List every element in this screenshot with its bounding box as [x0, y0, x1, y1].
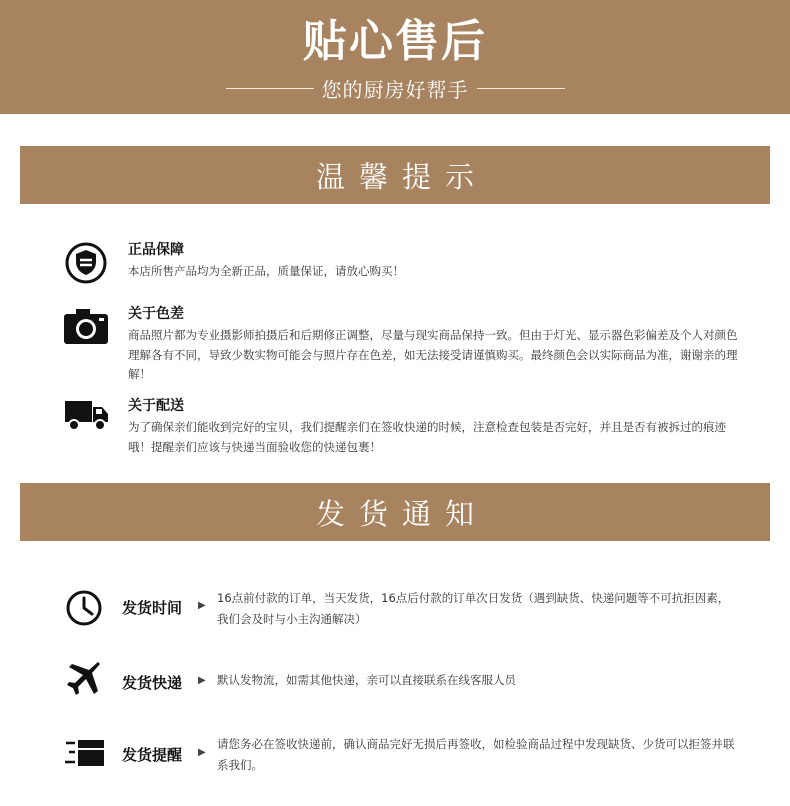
tip-text: 本店所售产品均为全新正品，质量保证，请放心购买！ — [128, 264, 404, 278]
shipping-courier-row — [64, 660, 744, 704]
section-header-shipping: 发货通知 — [20, 483, 770, 541]
arrow-icon: ▶ — [198, 675, 206, 686]
truck-icon — [62, 396, 112, 442]
tip-text: 为了确保亲们能收到完好的宝贝，我们提醒亲们在签收快递的时候，注意检查包装是否完好，并且是否有被拆过的痕迹哦！提醒亲们应该与快递当面验收您的快递包裹！ — [128, 420, 726, 454]
shipping-text: 默认发物流，如需其他快递，亲可以直接联系在线客服人员 — [217, 673, 516, 687]
arrow-icon: ▶ — [198, 747, 206, 758]
shipping-label: 发货提醒 — [122, 746, 183, 764]
arrow-icon: ▶ — [198, 600, 206, 611]
section-header-tips: 温馨提示 — [20, 146, 770, 204]
tip-genuine — [62, 240, 742, 290]
tip-title: 关于色差 — [128, 306, 184, 322]
shipping-time-row — [64, 588, 744, 632]
hero-subtitle-row — [0, 74, 790, 102]
package-icon — [64, 734, 106, 774]
divider-right — [477, 88, 565, 89]
airplane-icon — [64, 660, 106, 700]
divider-left — [226, 88, 314, 89]
shipping-reminder-row — [64, 734, 744, 778]
tip-delivery — [62, 396, 742, 456]
shipping-label: 发货快递 — [122, 674, 183, 692]
tip-title: 关于配送 — [128, 398, 184, 414]
tip-color — [62, 304, 742, 384]
shipping-text: 16点前付款的订单，当天发货，16点后付款的订单次日发货（遇到缺货、快递问题等不可抗拒因素，我们会及时与小主沟通解决） — [217, 591, 730, 626]
hero-title: 贴心售后 — [303, 16, 487, 67]
camera-icon — [62, 304, 112, 350]
tip-text: 商品照片都为专业摄影师拍摄后和后期修正调整，尽量与现实商品保持一致。但由于灯光、显示器色彩偏差及个人对颜色理解各有不同，导致少数实物可能会与照片存在色差，如无法接受请谨慎购买。最终颜色会以实际商品为准，谢谢亲的理解！ — [128, 328, 738, 381]
hero-banner — [0, 0, 790, 114]
shipping-text: 请您务必在签收快递前，确认商品完好无损后再签收，如检验商品过程中发现缺货、少货可以拒签并联系我们。 — [217, 737, 735, 772]
shipping-label: 发货时间 — [122, 599, 183, 617]
tip-title: 正品保障 — [128, 242, 184, 258]
hero-subtitle: 您的厨房好帮手 — [321, 77, 469, 102]
clock-icon — [64, 588, 106, 628]
shield-icon — [62, 240, 112, 286]
